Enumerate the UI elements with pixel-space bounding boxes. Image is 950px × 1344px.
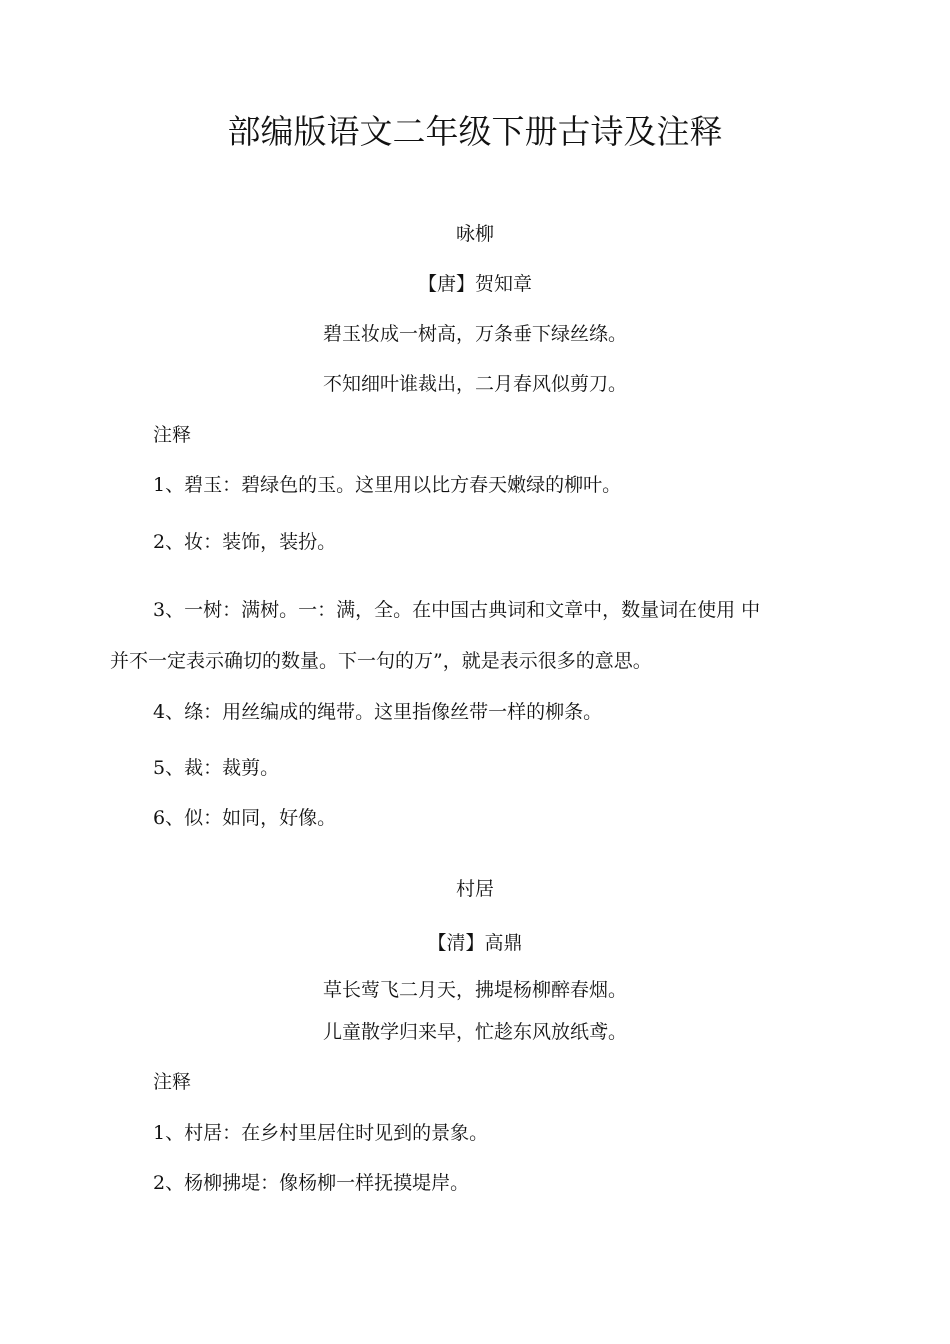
note-item-continuation: 并不一定表示确切的数量。下一句的万”，就是表示很多的意思。 [110, 650, 652, 672]
poem-line: 不知细叶谁裁出，二月春风似剪刀。 [322, 373, 627, 395]
poem-line: 碧玉妆成一树高，万条垂下绿丝绦。 [322, 323, 627, 345]
note-item: 6、似：如同，好像。 [153, 807, 337, 829]
notes-heading: 注释 [153, 424, 192, 446]
note-item: 3、一树：满树。一：满，全。在中国古典词和文章中，数量词在使用 中 [153, 599, 761, 621]
poem-line: 儿童散学归来早，忙趁东风放纸鸢。 [322, 1021, 627, 1043]
poem-title: 咏柳 [455, 223, 494, 245]
note-item: 5、裁：裁剪。 [153, 757, 280, 779]
notes-heading: 注释 [153, 1071, 192, 1093]
note-item: 1、碧玉：碧绿色的玉。这里用以比方春天嫩绿的柳叶。 [153, 474, 622, 496]
note-item: 4、绦：用丝编成的绳带。这里指像丝带一样的柳条。 [153, 701, 603, 723]
note-item: 2、妆：装饰，装扮。 [153, 531, 337, 553]
note-item: 1、村居：在乡村里居住时见到的景象。 [153, 1122, 489, 1144]
poem-author: 【唐】贺知章 [417, 273, 532, 295]
poem-author: 【清】高鼎 [427, 932, 523, 954]
note-item: 2、杨柳拂堤：像杨柳一样抚摸堤岸。 [153, 1172, 470, 1194]
document-title: 部编版语文二年级下册古诗及注释 [227, 112, 723, 151]
poem-title: 村居 [455, 878, 494, 900]
poem-line: 草长莺飞二月天，拂堤杨柳醉春烟。 [322, 979, 627, 1001]
